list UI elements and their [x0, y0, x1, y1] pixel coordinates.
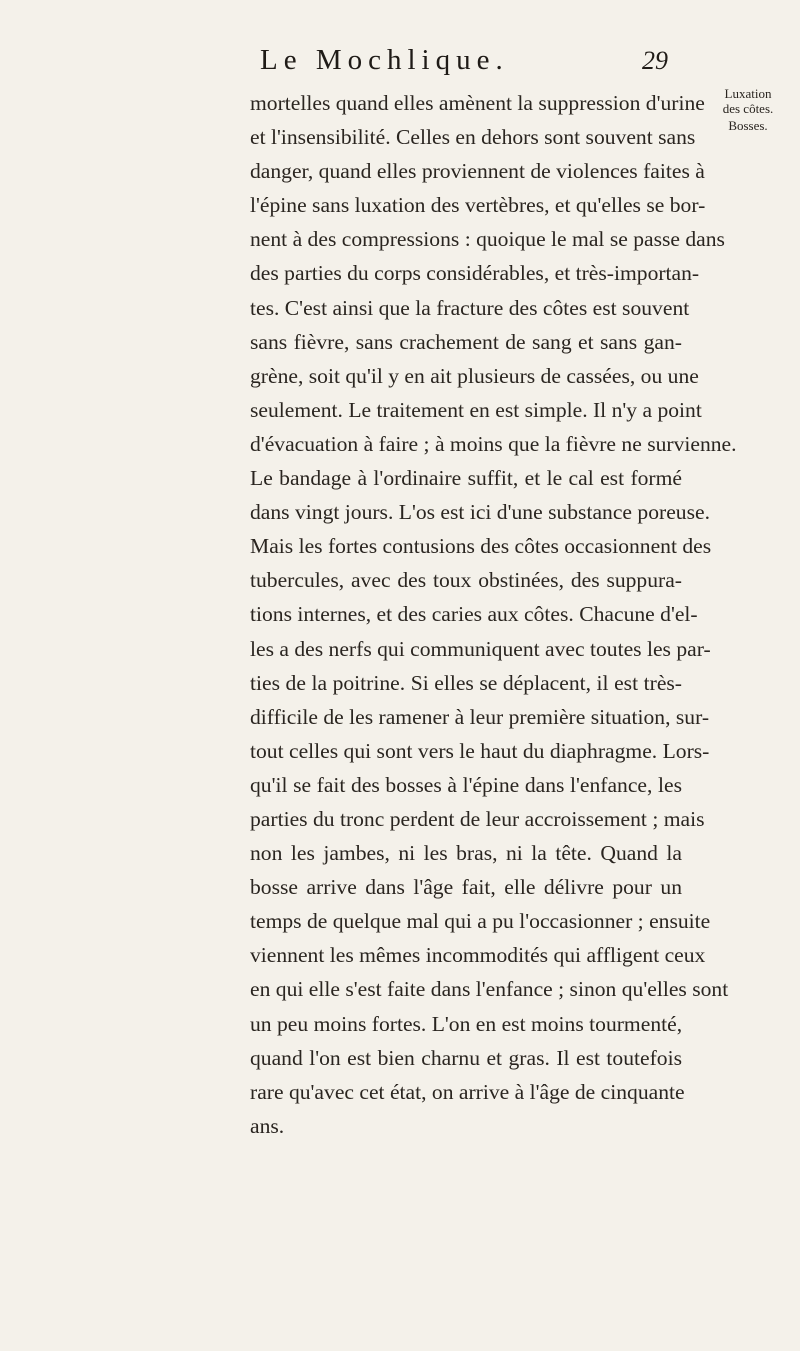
- text-line: en qui elle s'est faite dans l'enfance ; sinon qu'elles sont: [250, 977, 729, 1002]
- text-line: difficile de les ramener à leur première situation, sur-: [250, 704, 710, 729]
- page-header: [260, 44, 680, 84]
- body-text: [250, 86, 737, 1143]
- text-line: nent à des compressions : quoique le mal se passe dans: [250, 227, 725, 252]
- text-line: qu'il se fait des bosses à l'épine dans l'enfance, les: [250, 772, 682, 797]
- text-line: les a des nerfs qui communiquent avec toutes les par-: [250, 636, 711, 661]
- text-line: l'épine sans luxation des vertèbres, et qu'elles se bor-: [250, 193, 706, 218]
- text-line: tubercules, avec des toux obstinées, des suppura-: [250, 568, 682, 593]
- text-line: grène, soit qu'il y en ait plusieurs de cassées, ou une: [250, 363, 699, 388]
- margin-note: Bosses.: [728, 118, 768, 133]
- text-line: tes. C'est ainsi que la fracture des côtes est souvent: [250, 295, 690, 320]
- margin-note: des côtes.: [722, 101, 774, 116]
- text-line: sans fièvre, sans crachement de sang et sans gan-: [250, 329, 682, 354]
- text-line: non les jambes, ni les bras, ni la tête. Quand la: [250, 841, 682, 866]
- text-line: des parties du corps considérables, et très-importan-: [250, 261, 700, 286]
- margin-notes: [703, 86, 793, 133]
- text-line: parties du tronc perdent de leur accroissement ; mais: [250, 806, 705, 831]
- text-line: rare qu'avec cet état, on arrive à l'âge de cinquante: [250, 1079, 685, 1104]
- text-line: bosse arrive dans l'âge fait, elle délivre pour un: [250, 875, 682, 900]
- text-line: ans.: [250, 1113, 285, 1138]
- margin-note: Luxation: [724, 86, 772, 101]
- text-line: quand l'on est bien charnu et gras. Il est toutefois: [250, 1045, 682, 1070]
- text-line: seulement. Le traitement en est simple. Il n'y a point: [250, 397, 702, 422]
- page-number: 29: [642, 46, 668, 75]
- text-line: dans vingt jours. L'os est ici d'une substance poreuse.: [250, 500, 710, 525]
- text-line: danger, quand elles proviennent de violences faites à: [250, 159, 705, 184]
- text-line: temps de quelque mal qui a pu l'occasionner ; ensuite: [250, 909, 711, 934]
- text-line: viennent les mêmes incommodités qui affligent ceux: [250, 943, 706, 968]
- text-line: mortelles quand elles amènent la suppression d'urine: [250, 91, 705, 115]
- text-line: Mais les fortes contusions des côtes occasionnent des: [250, 534, 712, 559]
- text-line: ties de la poitrine. Si elles se déplacent, il est très-: [250, 670, 682, 695]
- text-line: et l'insensibilité. Celles en dehors sont souvent sans: [250, 125, 696, 150]
- text-line: tions internes, et des caries aux côtes. Chacune d'el-: [250, 602, 698, 627]
- text-line: tout celles qui sont vers le haut du diaphragme. Lors-: [250, 738, 710, 763]
- text-line: un peu moins fortes. L'on en est moins tourmenté,: [250, 1011, 683, 1036]
- running-title: Le Mochlique.: [260, 44, 509, 76]
- text-line: d'évacuation à faire ; à moins que la fièvre ne survienne.: [250, 431, 737, 456]
- text-line: Le bandage à l'ordinaire suffit, et le cal est formé: [250, 466, 682, 491]
